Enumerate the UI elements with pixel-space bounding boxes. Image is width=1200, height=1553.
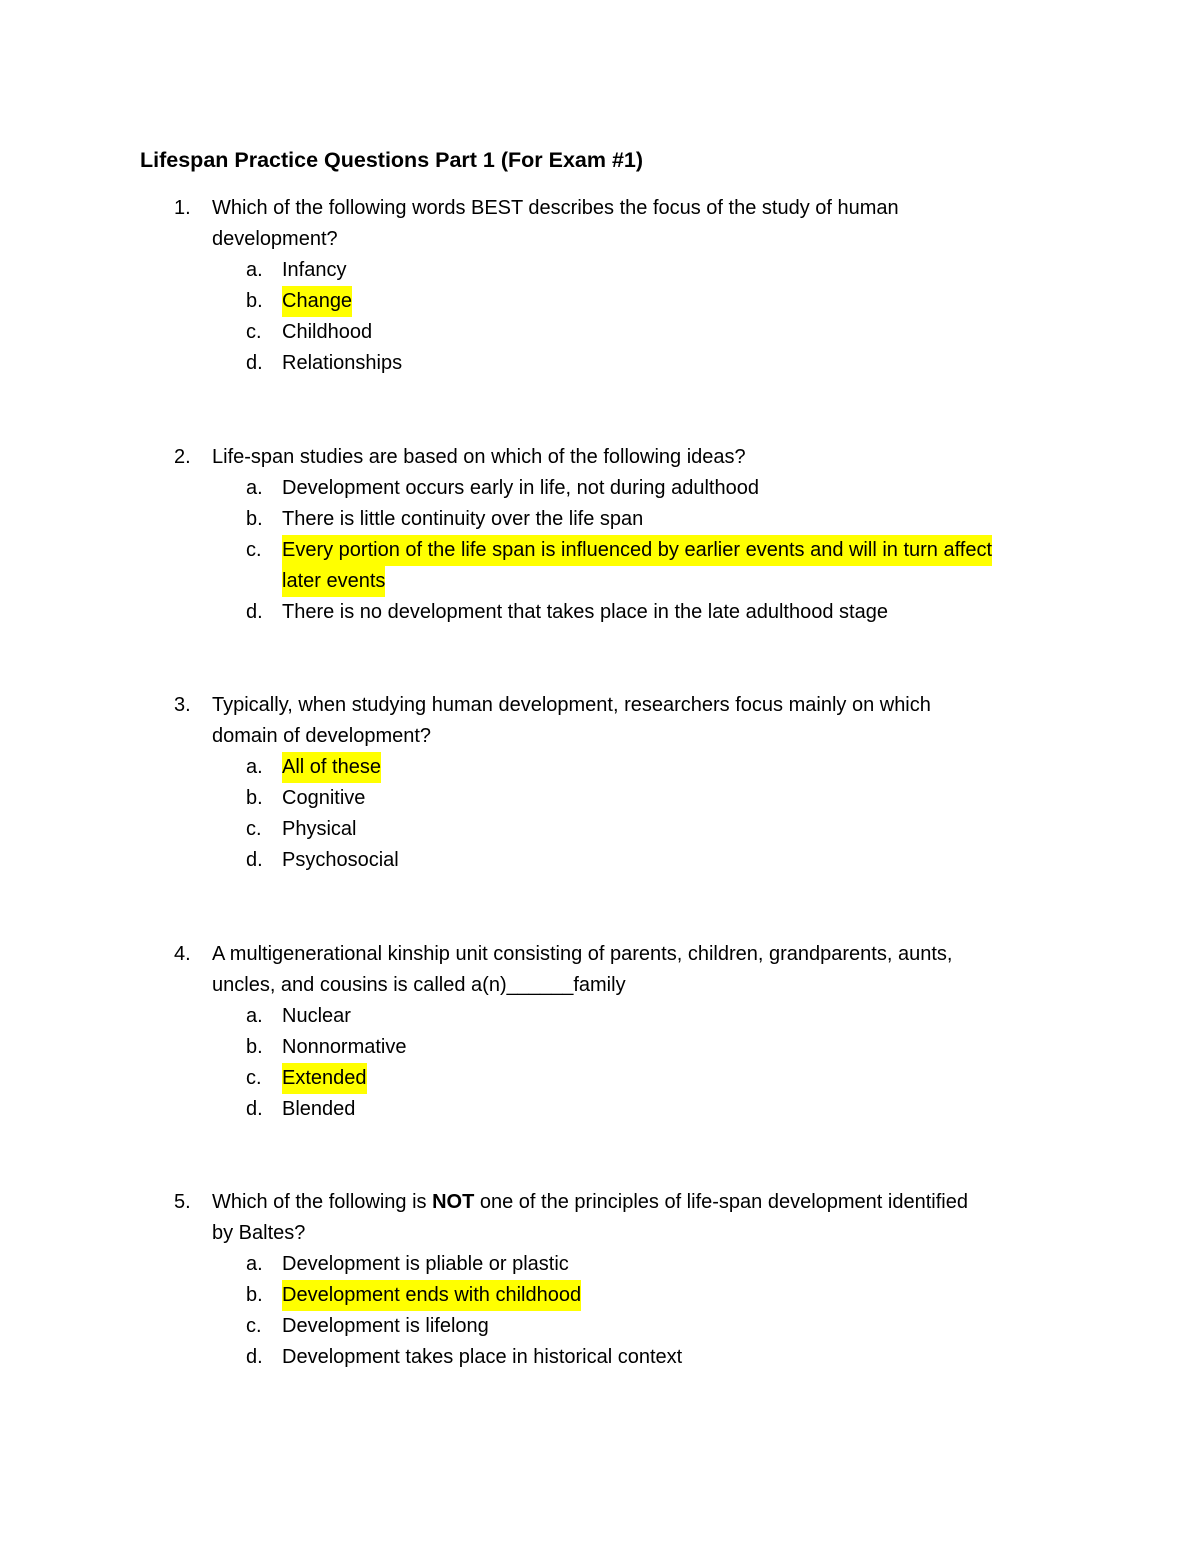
- option-b: [0, 1032, 1200, 1063]
- question-text-line: uncles, and cousins is called a(n)______family: [212, 974, 626, 996]
- question-number: 5.: [174, 1191, 191, 1213]
- option-b: [0, 783, 1200, 814]
- option-letter: d.: [246, 849, 263, 871]
- option-text: Development is pliable or plastic: [282, 1253, 569, 1275]
- option-d: [0, 1342, 1200, 1373]
- option-c: [0, 535, 1200, 566]
- option-letter: b.: [246, 508, 263, 530]
- option-letter: c.: [246, 818, 262, 840]
- option-text: Blended: [282, 1098, 356, 1120]
- option-text: Cognitive: [282, 787, 366, 809]
- option-a: [0, 1001, 1200, 1032]
- option-letter: b.: [246, 1284, 263, 1306]
- option-letter: d.: [246, 601, 263, 623]
- question-text-part: Which of the following is: [212, 1191, 433, 1213]
- option-text-highlighted: later events: [282, 566, 385, 597]
- question-number: 4.: [174, 943, 191, 965]
- option-a: [0, 752, 1200, 783]
- option-d: [0, 348, 1200, 379]
- question-number: 1.: [174, 197, 191, 219]
- option-text: Development occurs early in life, not during adulthood: [282, 477, 759, 499]
- option-text-highlighted: Every portion of the life span is influenced by earlier events and will in turn affect: [282, 535, 992, 566]
- option-letter: b.: [246, 290, 263, 312]
- option-a: [0, 1249, 1200, 1280]
- option-letter: a.: [246, 1253, 263, 1275]
- question-text-line: [212, 1187, 968, 1218]
- option-b: [0, 1280, 1200, 1311]
- option-letter: d.: [246, 1346, 263, 1368]
- option-c: [0, 317, 1200, 348]
- option-a: [0, 473, 1200, 504]
- option-letter: a.: [246, 1005, 263, 1027]
- option-c: [0, 1311, 1200, 1342]
- option-text: Nonnormative: [282, 1036, 407, 1058]
- option-text-highlighted: All of these: [282, 752, 381, 783]
- option-text: Development takes place in historical context: [282, 1346, 683, 1368]
- option-letter: b.: [246, 787, 263, 809]
- option-letter: a.: [246, 477, 263, 499]
- option-d: [0, 1094, 1200, 1125]
- option-text: Relationships: [282, 352, 403, 374]
- question-text-line: A multigenerational kinship unit consisting of parents, children, grandparents, aunts,: [212, 943, 953, 965]
- option-d: [0, 845, 1200, 876]
- question-emphasis: NOT: [432, 1191, 475, 1213]
- option-text: Psychosocial: [282, 849, 399, 871]
- option-letter: a.: [246, 259, 263, 281]
- option-text: Development is lifelong: [282, 1315, 489, 1337]
- option-text-highlighted: Development ends with childhood: [282, 1280, 581, 1311]
- question-text-line: Typically, when studying human development, researchers focus mainly on which: [212, 694, 931, 716]
- option-letter: a.: [246, 756, 263, 778]
- option-text: Nuclear: [282, 1005, 351, 1027]
- option-c: [0, 814, 1200, 845]
- option-text-highlighted: Change: [282, 286, 352, 317]
- question-text-line: Life-span studies are based on which of the following ideas?: [212, 446, 746, 468]
- question-text-line: Which of the following words BEST describes the focus of the study of human: [212, 197, 899, 219]
- option-text: Physical: [282, 818, 357, 840]
- option-d: [0, 597, 1200, 628]
- question-text-line: domain of development?: [212, 725, 432, 747]
- option-text: There is no development that takes place in the late adulthood stage: [282, 601, 888, 623]
- option-letter: c.: [246, 1315, 262, 1337]
- option-letter: c.: [246, 539, 262, 561]
- option-a: [0, 255, 1200, 286]
- option-text-highlighted: Extended: [282, 1063, 367, 1094]
- option-letter: d.: [246, 1098, 263, 1120]
- option-letter: c.: [246, 321, 262, 343]
- option-letter: c.: [246, 1067, 262, 1089]
- document-title: Lifespan Practice Questions Part 1 (For Exam #1): [140, 148, 644, 172]
- option-letter: d.: [246, 352, 263, 374]
- question-number: 3.: [174, 694, 191, 716]
- option-text: Infancy: [282, 259, 347, 281]
- option-text: Childhood: [282, 321, 373, 343]
- question-text-part: one of the principles of life-span development identified: [474, 1191, 968, 1213]
- option-b: [0, 504, 1200, 535]
- question-number: 2.: [174, 446, 191, 468]
- option-b: [0, 286, 1200, 317]
- question-text-line: by Baltes?: [212, 1222, 306, 1244]
- option-c-continued: [0, 566, 1200, 597]
- option-c: [0, 1063, 1200, 1094]
- question-text-line: development?: [212, 228, 338, 250]
- option-text: There is little continuity over the life span: [282, 508, 644, 530]
- option-letter: b.: [246, 1036, 263, 1058]
